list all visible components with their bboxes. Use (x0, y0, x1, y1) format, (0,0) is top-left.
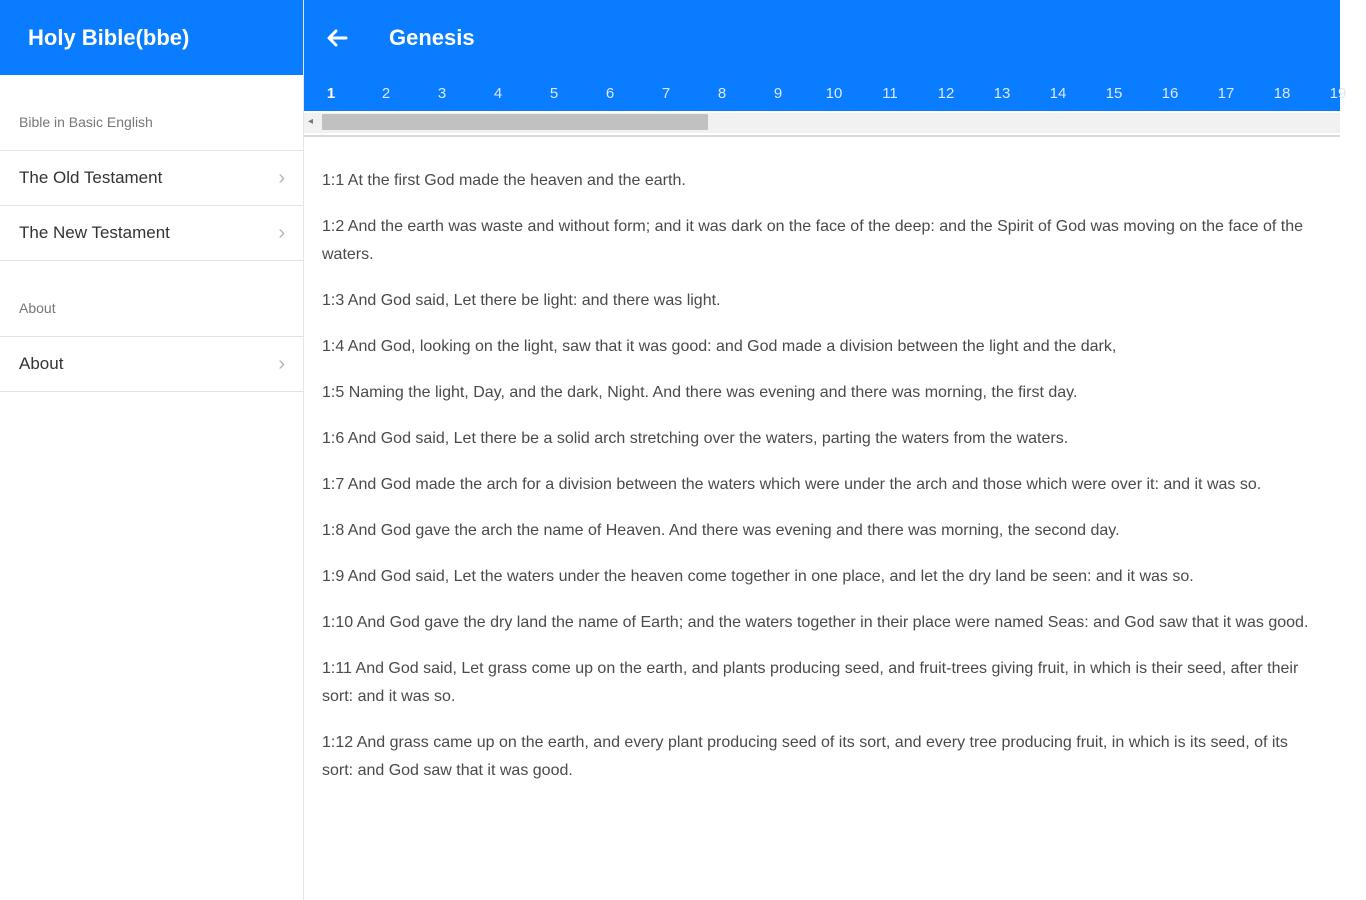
scroll-left-arrow-icon[interactable]: ◂ (308, 116, 314, 127)
back-button[interactable] (324, 25, 350, 51)
verse-text: 1:12 And grass came up on the earth, and every plant producing seed of its sort, and every tree producing fruit, in which is its seed, of its sort: and God saw that it was good. (322, 734, 1288, 779)
tab-chapter-1[interactable]: 1 (326, 84, 336, 102)
tab-chapter-15[interactable]: 15 (1105, 84, 1123, 102)
chevron-right-icon: › (278, 353, 285, 375)
verse-text: 1:11 And God said, Let grass come up on the earth, and plants producing seed, and fruit-trees giving fruit, in which is their seed, after their sort: and it was so. (322, 660, 1299, 705)
tab-chapter-11[interactable]: 11 (882, 84, 898, 102)
verse-list (304, 137, 1340, 785)
sidebar-item-old-testament[interactable] (0, 151, 303, 206)
page-title: Genesis (389, 24, 475, 50)
tab-chapter-5[interactable]: 5 (549, 84, 559, 102)
verse-text: 1:7 And God made the arch for a division between the waters which were under the arch and those which were over it: and it was so. (322, 476, 1262, 493)
chevron-right-icon: › (278, 222, 285, 244)
sidebar-item-label: The New Testament (19, 223, 170, 242)
sidebar-item-label: The Old Testament (19, 168, 163, 187)
main-content (304, 0, 1347, 900)
verse-text: 1:2 And the earth was waste and without form; and it was dark on the face of the deep: and the Spirit of God was moving on the face of the waters. (322, 218, 1304, 263)
verse-text: 1:8 And God gave the arch the name of Heaven. And there was evening and there was morning, the second day. (322, 522, 1120, 539)
tab-chapter-3[interactable]: 3 (437, 84, 447, 102)
horizontal-scrollbar[interactable] (304, 113, 1340, 133)
sidebar-item-about[interactable] (0, 337, 303, 392)
arrow-left-icon (326, 28, 348, 48)
verse-text: 1:10 And God gave the dry land the name of Earth; and the waters together in their place were named Seas: and God saw that it was good. (322, 614, 1309, 631)
tab-chapter-14[interactable]: 14 (1049, 84, 1067, 102)
tab-chapter-17[interactable]: 17 (1217, 84, 1235, 102)
verse-text: 1:9 And God said, Let the waters under the heaven come together in one place, and let the dry land be seen: and it was so. (322, 568, 1194, 585)
chapter-tabs (304, 75, 1347, 111)
tab-chapter-18[interactable]: 18 (1273, 84, 1291, 102)
verse-text: 1:1 At the first God made the heaven and the earth. (322, 172, 686, 189)
chapter-tabs-container (304, 75, 1347, 137)
tab-chapter-9[interactable]: 9 (773, 84, 783, 102)
section-label-bible: Bible in Basic English (0, 75, 303, 151)
sidebar (0, 0, 304, 900)
verse-text: 1:6 And God said, Let there be a solid arch stretching over the waters, parting the waters from the waters. (322, 430, 1069, 447)
tab-chapter-16[interactable]: 16 (1161, 84, 1179, 102)
tab-chapter-10[interactable]: 10 (825, 84, 843, 102)
verse-text: 1:3 And God said, Let there be light: and there was light. (322, 292, 721, 309)
sidebar-item-label: About (19, 354, 64, 373)
top-bar (304, 0, 1340, 75)
verse-text: 1:5 Naming the light, Day, and the dark, Night. And there was evening and there was morning, the first day. (322, 384, 1078, 401)
tab-chapter-12[interactable]: 12 (937, 84, 955, 102)
section-label-about: About (0, 261, 303, 337)
sidebar-item-new-testament[interactable] (0, 206, 303, 261)
tab-chapter-19[interactable]: 19 (1329, 84, 1347, 102)
tab-chapter-4[interactable]: 4 (493, 84, 503, 102)
chevron-right-icon: › (278, 167, 285, 189)
tab-chapter-7[interactable]: 7 (661, 84, 671, 102)
tab-chapter-2[interactable]: 2 (381, 84, 391, 102)
scrollbar-thumb[interactable] (322, 114, 708, 130)
verse-text: 1:4 And God, looking on the light, saw that it was good: and God made a division between the light and the dark, (322, 338, 1117, 355)
app-title: Holy Bible(bbe) (0, 0, 303, 75)
tab-chapter-6[interactable]: 6 (605, 84, 615, 102)
tab-chapter-13[interactable]: 13 (993, 84, 1011, 102)
tab-chapter-8[interactable]: 8 (717, 84, 727, 102)
